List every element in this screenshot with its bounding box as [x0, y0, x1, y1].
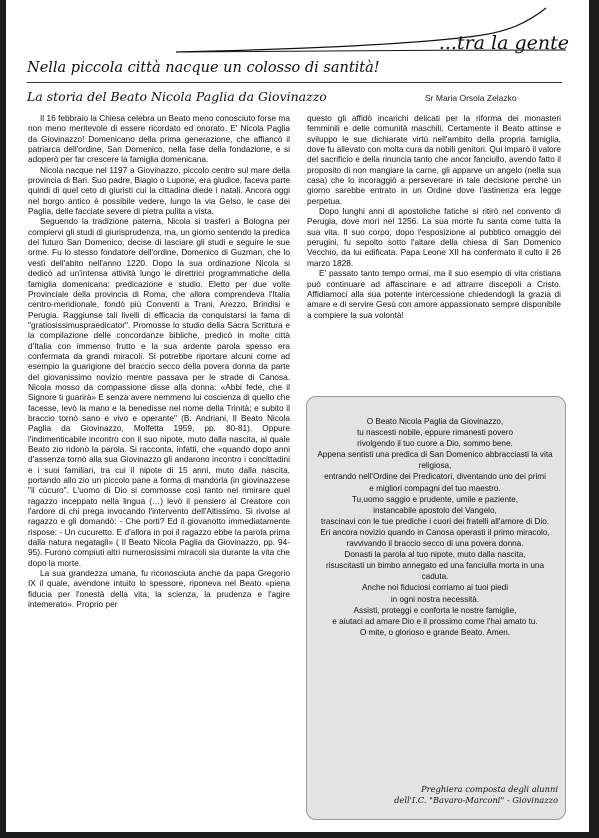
- prayer-line: rivolgendo il tuo cuore a Dio, sommo bene.: [357, 439, 513, 449]
- article-subtitle: La storia del Beato Nicola Paglia da Giovinazzo: [27, 89, 327, 104]
- prayer-line: in ogni nostra necessità.: [390, 594, 480, 604]
- prayer-line: instancabile apostolo del Vangelo,: [373, 505, 497, 515]
- prayer-line: risuscitasti un bimbo annegato ed una fanciulla morta in una caduta.: [325, 561, 544, 582]
- title-divider: [27, 82, 562, 83]
- prayer-line: Assisti, proteggi e conforta le nostre famiglie,: [353, 605, 517, 615]
- prayer-line: O Beato Nicola Paglia da Giovinazzo,: [366, 417, 504, 426]
- paragraph: Seguendo la tradizione paterna, Nicola si trasferì a Bologna per compiervi gli studi di giurisprudenza, ma, un giorno sentendo la predica del futuro San Domenico, decise di lasciare gli studi e seguire le sue orme. Fu lo stesso fondatore dell'ordine, Domenico di Guzman, che lo vestì dell'abito nell'anno 1220. Dopo la sua ordinazione Nicola si dedicò ad un'intensa attività lungo le direttrici programmatiche della famiglia domenicana: predicazione e studio. Eletto per due volte Provinciale della provincia di Roma, che allora comprendeva l'Italia centro-meridionale, fondò più Conventi a Trani, Arezzo, Brindisi e Perugia. Raggiunse tali livelli di efficacia da conquistarsi la fama di "gratiosissimuspraedicator". Promosse lo studio della Sacra Scrittura e la compilazione delle concordanze bibliche, predicò in molte città d'Italia con immenso frutto e la sua ardente parola spesso era confermata da grandi miracoli. Si potrebbe riportare alcuni come ad esempio la guarigione del braccio secco della povera donna da parte del giovanissimo novizio mentre passava per le strade di Canosa. Nicola mosso da compassione disse alla donna: «Abbi fede, che il Signore ti guarirà» E senza avere nemmeno lui coscienza di quello che facesse, levò la mano e la benedisse nel nome della Trinità; e subito il braccio tornò sano e vivo e operante" (B. Andriani, Il Beato Nicola Paglia da Giovinazzo, Molfetta 1959, pp. 80-81). Oppure l'indimenticabile incontro con il suo nipote, muto dalla nascita, al quale Beato zio ridonò la parola. Si racconta, infatti, che «quando dopo anni d'assenza tornò alla sua Giovinazzo gli andarono incontro i concittadini e i suoi familiari, tra cui il nipote di 15 anni, muto dalla nascita, portando allo zio un piccolo pane a forma di mandorla (in giovinazzese "il cùcuro". L'uomo di Dio si commosse così tanto nel rimirare quel ragazzo inceppato nella lingua (…) levò il pensiero al Creatore con l'ardore di chi prega invocando l'intervento dell'Altissimo. Si rivolse al ragazzo e gli domandò: - Che porti? Ed il giovanotto immediatamente rispose: - Un cucuretto. E d'allora in poi il ragazzo ebbe la parola prima dalla natura negatagli» ( Il Beato Nicola Paglia da Giovinazzo, pp. 94-95). Furono compiuti altri numerosissimi miracoli sia durante la vita che dopo la morte.: [28, 216, 290, 568]
- article-column-right: [307, 113, 561, 391]
- prayer-line: Anche noi fiduciosi corriamo ai tuoi piedi: [361, 583, 509, 593]
- section-title: ...tra la gente: [438, 32, 569, 54]
- article-title: Nella piccola città nacque un colosso di santità!: [27, 60, 380, 76]
- article-column-left: [28, 113, 290, 817]
- prayer-text: [312, 416, 558, 638]
- paragraph: Nicola nacque nel 1197 a Giovinazzo, piccolo centro sul mare della provincia di Bari. Suo padre, Biagio o Lupone, era giudice, faceva parte quindi di quel ceto di giuristi cui la cittadina diede i natali. Ancora oggi nel borgo antico è possibile vedere, lungo la via Gelso, le case dei Paglia, delle facciate severe di pietra pulita a vista.: [28, 164, 290, 217]
- prayer-line: tu nascesti nobile, eppure rimanesti povero: [356, 428, 514, 438]
- prayer-line: ravvivando il braccio secco di una povera donna.: [346, 539, 524, 549]
- paragraph: E' passato tanto tempo ormai, ma il suo esempio di vita cristiana può continuare ad affascinare e ad attrarre discepoli a Cristo. Affidiamoci alla sua potente intercessione chiedendogli la grazia di amare e di servire Gesù con amore appassionato sempre disponibile a compiere la sua volontà!: [307, 268, 561, 320]
- prayer-line: entrando nell'Ordine dei Predicatori, diventando uno dei primi: [324, 472, 546, 482]
- prayer-credit: [312, 784, 558, 806]
- paragraph: questo gli affidò incarichi delicati per la riforma dei monasteri femminili e delle comunità maschili. Certamente il Beato attinse e sviluppo le sue dichiarate virtù nell'ambito della propria famiglia, dove fu allevato con molta cura da nobili genitori. Qui imparò il valore del sacrificio e della rinuncia tanto che ancor fanciullo, avendo fatto il proposito di non mangiare la carne, gli apparve un angelo (nella sua casa) che lo incoraggiò a perseverare in tale decisione perché un giorno sarebbe entrato in un Ordine dove l'astinenza era legge perpetua.: [307, 113, 561, 206]
- prayer-line: Tu,uomo saggio e prudente, umile e paziente,: [351, 494, 519, 504]
- article-author: Sr Maria Orsola Zelazko: [425, 93, 517, 103]
- prayer-line: e aiutaci ad amare Dio e il prossimo come l'hai amato tu.: [332, 616, 538, 626]
- prayer-line: Donasti la parola al tuo nipote, muto dalla nascita,: [344, 550, 526, 560]
- prayer-credit-line: Preghiera composta degli alunni: [421, 784, 558, 794]
- prayer-line: trascinavi con le tue prediche i cuori dei fratelli all'amore di Dio.: [320, 516, 550, 526]
- prayer-line: Eri ancora novizio quando in Canosa operasti il primo miracolo,: [320, 527, 550, 537]
- paragraph: Dopo lunghi anni di apostoliche fatiche si ritirò nel convento di Perugia, dove morì nel 1256. La sua morte fu santa come tutta la sua vita. Il suo corpo, dopo l'esposizione al pubblico omaggio dei perugini, fu sepolto sotto l'altare della chiesa di San Domenico Vecchio, da lui edificata. Papa Leone XII ha confermato il culto il 26 marzo 1828.: [307, 206, 561, 268]
- paragraph: La sua grandezza umana, fu riconosciuta anche da papa Gregorio IX il quale, avendone intuito lo spessore, riponeva nel Beato «piena fiducia per l'onestà della vita, la scienza, la prudenza e l'agire intemerato». Proprio per: [28, 568, 290, 610]
- prayer-line: Appena sentisti una predica di San Domenico abbracciasti la vita religiosa,: [317, 450, 553, 471]
- prayer-credit-line: dell'I.C. "Bavaro-Marconi" - Giovinazzo: [394, 795, 558, 805]
- prayer-line: O mite, o glorioso e grande Beato. Amen.: [359, 627, 511, 637]
- paragraph: Il 16 febbraio la Chiesa celebra un Beato meno conosciuto forse ma non meno meritevole di essere ricordato ed onorato. E' Nicola Paglia da Giovinazzo! Domenicano della prima generazione, che affiancò il patriarca dell'ordine, San Domenico, nella fase della fondazione, e si adoperò per far crescere la famiglia domenicana.: [28, 113, 290, 165]
- prayer-line: e migliori compagni del tuo maestro.: [369, 483, 501, 493]
